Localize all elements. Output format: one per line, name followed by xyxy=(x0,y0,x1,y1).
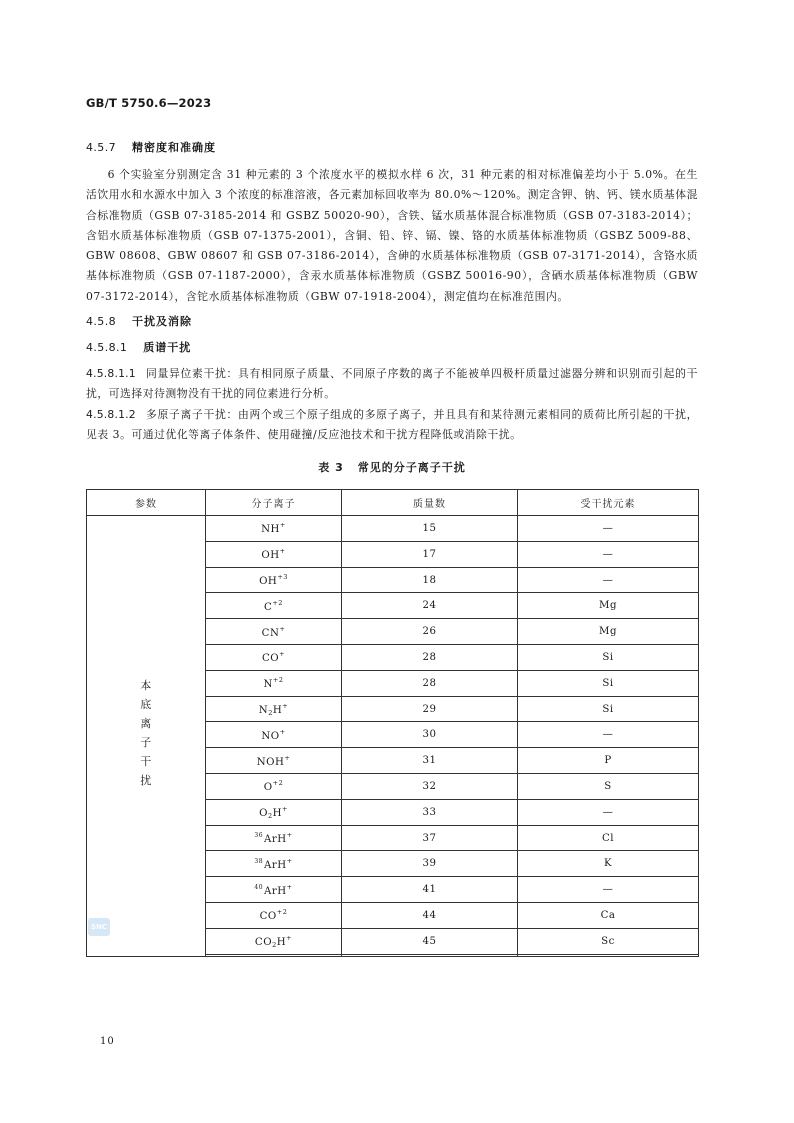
mass-number-cell: 41 xyxy=(342,877,518,903)
table-caption xyxy=(86,459,698,475)
interfered-element-cell: Mg xyxy=(518,619,699,645)
isobaric-interference-paragraph xyxy=(86,364,698,405)
interfered-element-cell: P xyxy=(518,748,699,774)
ion-subscript: 2 xyxy=(272,940,277,949)
interfered-element-cell: K xyxy=(518,851,699,877)
interfered-element-cell: — xyxy=(518,722,699,748)
clause-number: 4.5.8.1.1 xyxy=(86,367,136,381)
ion-formula: ArH xyxy=(264,834,287,846)
ion-formula: N xyxy=(258,704,269,716)
ion-formula: ArH xyxy=(264,859,287,871)
mass-number-cell: 39 xyxy=(342,851,518,877)
ion-formula: OH xyxy=(259,576,278,588)
document-body xyxy=(86,138,698,957)
interfered-element-cell: — xyxy=(518,516,699,542)
ion-charge: + xyxy=(279,650,286,659)
ion-subscript: 2 xyxy=(267,811,273,820)
empty-cell xyxy=(206,954,342,956)
ion-charge: + xyxy=(286,831,293,840)
molecular-ion-cell xyxy=(206,593,342,619)
molecular-ion-cell xyxy=(206,799,342,825)
table-row xyxy=(87,516,699,542)
section-heading-4-5-8 xyxy=(86,312,698,332)
section-title: 精密度和准确度 xyxy=(132,141,216,154)
mass-number-cell: 30 xyxy=(342,722,518,748)
ion-formula: CN xyxy=(261,627,280,639)
polyatomic-interference-paragraph xyxy=(86,405,698,446)
interfered-element-cell: Si xyxy=(518,696,699,722)
molecular-ion-interference-table xyxy=(86,489,699,956)
mass-number-cell: 15 xyxy=(342,516,518,542)
ion-charge: + xyxy=(281,804,288,813)
ion-formula-tail: H xyxy=(276,936,287,948)
interfered-element-cell: S xyxy=(518,774,699,800)
molecular-ion-cell xyxy=(206,928,342,954)
ion-formula-tail: H xyxy=(272,807,282,819)
ion-charge: +2 xyxy=(276,908,288,917)
ion-formula: N xyxy=(263,679,273,691)
molecular-ion-cell xyxy=(206,851,342,877)
mass-number-cell: 28 xyxy=(342,670,518,696)
ion-charge: + xyxy=(286,882,293,891)
ion-formula: CO xyxy=(254,936,273,948)
ion-formula: OH xyxy=(261,550,280,562)
ion-charge: + xyxy=(279,547,286,556)
ion-charge: + xyxy=(286,933,293,942)
table-body xyxy=(87,516,699,957)
ion-charge: +3 xyxy=(277,573,288,582)
section-heading-4-5-8-1 xyxy=(86,338,698,358)
mass-number-cell: 28 xyxy=(342,645,518,671)
section-heading-4-5-7 xyxy=(86,138,698,158)
ion-formula: O xyxy=(259,807,268,819)
interfered-element-cell: Cl xyxy=(518,825,699,851)
precision-paragraph: 6 个实验室分别测定含 31 种元素的 3 个浓度水平的模拟水样 6 次，31 种元素的相对标准偏差均小于 5.0%。在生活饮用水和水源水中加入 3 个浓度的标准溶液，各元素加标回收率为 80.0%～120%。测定含钾、钠、钙、镁水质基体混合标准物质（GSB 07-3185-2014 和 GSBZ 50020-90），含铁、锰水质基体混合标准物质（GSB 07-3183-2014）；含铝水质基体标准物质（GSB 07-1375-2001），含铜、铅、锌、镉、镍、铬的水质基体标准物质（GSBZ 5009-88、GBW 08608、GBW 08607 和 GSB 07-3186-2014），含砷的水质基体标准物质（GSB 07-3171-2014），含铬水质基体标准物质（GSB 07-1187-2000），含汞水质基体标准物质（GSBZ 50016-90），含硒水质基体标准物质（GBW 07-3172-2014），含铊水质基体标准物质（GBW 07-1918-2004），测定值均在标准范围内。 xyxy=(86,168,698,303)
header-mass-number: 质量数 xyxy=(342,490,518,516)
parameter-cell xyxy=(87,516,206,957)
interfered-element-cell: — xyxy=(518,799,699,825)
section-title: 干扰及消除 xyxy=(132,315,192,329)
mass-number-cell: 26 xyxy=(342,619,518,645)
standard-code: GB/T 5750.6—2023 xyxy=(86,96,212,110)
interfered-element-cell: Ca xyxy=(518,903,699,929)
isotope-prefix: 40 xyxy=(254,883,264,891)
ion-formula: NH xyxy=(261,524,280,536)
mass-number-cell: 37 xyxy=(342,825,518,851)
ion-charge: +2 xyxy=(272,779,284,788)
interfered-element-cell: — xyxy=(518,567,699,593)
molecular-ion-cell xyxy=(206,645,342,671)
isotope-prefix: 36 xyxy=(254,832,264,840)
mass-number-cell: 31 xyxy=(342,748,518,774)
mass-number-cell: 18 xyxy=(342,567,518,593)
molecular-ion-cell xyxy=(206,696,342,722)
molecular-ion-cell xyxy=(206,722,342,748)
ion-formula: NO xyxy=(261,730,280,742)
ion-charge: + xyxy=(282,701,289,710)
mass-number-cell: 32 xyxy=(342,774,518,800)
molecular-ion-cell xyxy=(206,748,342,774)
empty-cell xyxy=(518,954,699,956)
section-number: 4.5.8.1 xyxy=(86,341,128,355)
mass-number-cell: 45 xyxy=(342,928,518,954)
molecular-ion-cell xyxy=(206,903,342,929)
ion-subscript: 2 xyxy=(268,708,273,717)
clause-number: 4.5.8.1.2 xyxy=(86,407,136,421)
header-parameter: 参数 xyxy=(87,490,206,516)
mass-number-cell: 44 xyxy=(342,903,518,929)
table-title: 常见的分子离子干扰 xyxy=(357,461,466,475)
table-header-row xyxy=(87,490,699,516)
empty-cell xyxy=(342,954,518,956)
interfered-element-cell: Si xyxy=(518,670,699,696)
ion-charge: + xyxy=(279,727,286,736)
ion-charge: + xyxy=(279,521,286,530)
ion-formula: C xyxy=(264,601,273,613)
ion-formula: ArH xyxy=(264,885,287,897)
ion-formula: O xyxy=(263,782,273,794)
interfered-element-cell: Mg xyxy=(518,593,699,619)
mass-number-cell: 29 xyxy=(342,696,518,722)
ion-charge: +2 xyxy=(272,598,283,607)
isotope-prefix: 38 xyxy=(254,857,264,865)
page-number: 10 xyxy=(100,1036,115,1047)
watermark-logo: SNC xyxy=(88,918,110,936)
header-molecular-ion: 分子离子 xyxy=(206,490,342,516)
mass-number-cell: 17 xyxy=(342,541,518,567)
molecular-ion-cell xyxy=(206,516,342,542)
molecular-ion-cell xyxy=(206,541,342,567)
molecular-ion-cell xyxy=(206,825,342,851)
interfered-element-cell: Si xyxy=(518,645,699,671)
interfered-element-cell: — xyxy=(518,877,699,903)
ion-charge: + xyxy=(284,753,291,762)
clause-text: 多原子离子干扰：由两个或三个原子组成的多原子离子，并且具有和某待测元素相同的质荷比所引起的干扰，见表 3。可通过优化等离子体条件、使用碰撞/反应池技术和干扰方程降低或消除干扰。 xyxy=(86,407,698,441)
mass-number-cell: 33 xyxy=(342,799,518,825)
table-number: 表 3 xyxy=(318,461,344,475)
molecular-ion-cell xyxy=(206,774,342,800)
section-title: 质谱干扰 xyxy=(143,341,192,355)
mass-number-cell: 24 xyxy=(342,593,518,619)
interfered-element-cell: — xyxy=(518,541,699,567)
interfered-element-cell: Sc xyxy=(518,928,699,954)
section-number: 4.5.8 xyxy=(86,315,116,329)
ion-formula-tail: H xyxy=(272,704,283,716)
ion-charge: + xyxy=(286,856,293,865)
molecular-ion-cell xyxy=(206,567,342,593)
header-interfered-element: 受干扰元素 xyxy=(518,490,699,516)
molecular-ion-cell xyxy=(206,670,342,696)
molecular-ion-cell xyxy=(206,619,342,645)
ion-formula: CO xyxy=(261,653,280,665)
molecular-ion-cell xyxy=(206,877,342,903)
section-number: 4.5.7 xyxy=(86,141,116,154)
ion-charge: + xyxy=(279,624,286,633)
ion-formula: CO xyxy=(259,911,277,923)
clause-text: 同量异位素干扰：具有相同原子质量、不同原子序数的离子不能被单四极杆质量过滤器分辨和识别而引起的干扰，可选择对待测物没有干扰的同位素进行分析。 xyxy=(86,367,698,401)
ion-formula: NOH xyxy=(256,756,285,768)
background-ion-interference-label: 本底离子干扰 xyxy=(140,679,152,788)
ion-charge: +2 xyxy=(272,676,284,685)
